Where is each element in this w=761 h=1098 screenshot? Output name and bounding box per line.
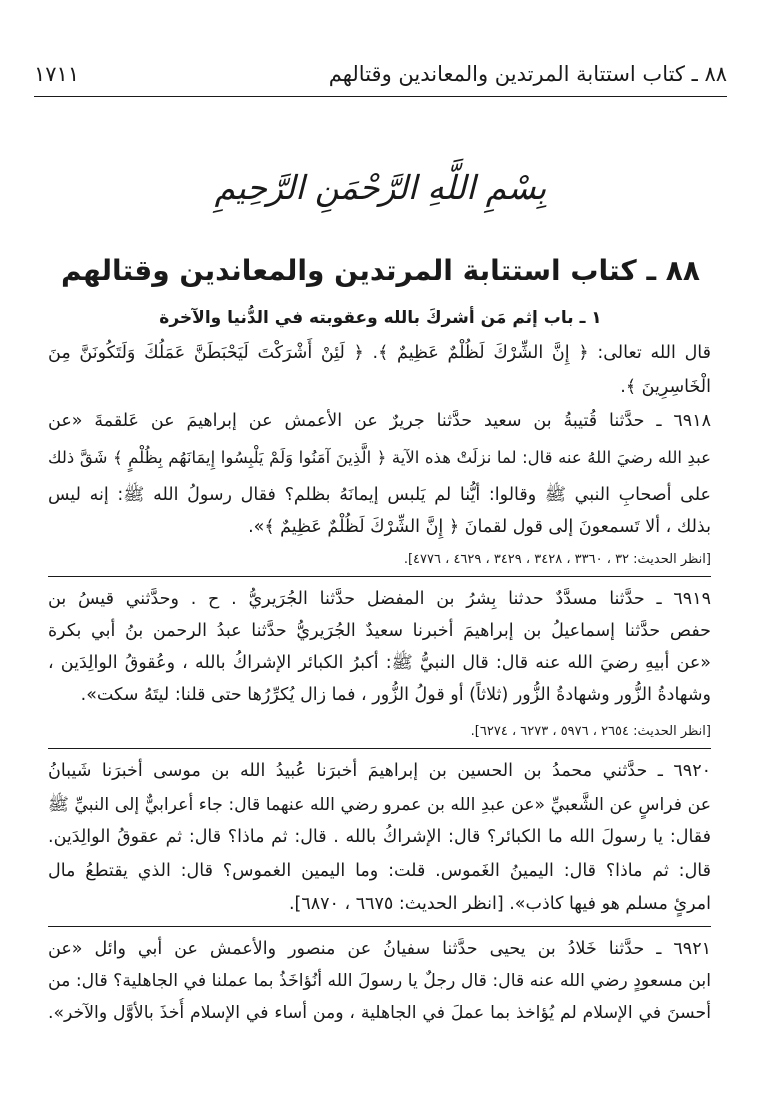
- hadith-6921-line: أحسنَ في الإسلام لم يُؤاخذ بما عملَ في الجاهلية ، ومن أساء في الإسلام أُخذَ بالأوَّل والآخر».: [48, 1003, 711, 1023]
- running-header: [34, 56, 727, 96]
- hadith-6918-line: عبدِ الله رضيَ اللهُ عنه قال: لما نزلَتْ هذه الآية ﴿ الَّذِينَ آمَنُوا وَلَمْ يَلْبِسُوا إِيمَانَهُم بِظُلْمٍ ﴾ شَقَّ ذلك: [48, 448, 711, 467]
- book-title: ٨٨ ـ كتاب استتابة المرتدين والمعاندين وقتالهم: [61, 254, 700, 287]
- chapter-title: ١ ـ باب إثم مَن أشركَ بالله وعقوبته في الدُّنيا والآخرة: [159, 308, 602, 328]
- header-rule: [34, 96, 727, 97]
- hadith-6918-line: بذلك ، ألا تَسمعونَ إلى قول لقمانَ ﴿ إِنَّ الشِّرْكَ لَظُلْمٌ عَظِيمٌ ﴾».: [248, 517, 711, 537]
- basmala: بِسْمِ اللَّهِ الرَّحْمَنِ الرَّحِيمِ: [214, 168, 547, 207]
- running-header-title: ٨٨ ـ كتاب استتابة المرتدين والمعاندين وقتالهم: [328, 62, 727, 86]
- hadith-6921-line: ابن مسعودٍ رضي الله عنه قال: قال رجلٌ يا رسولَ الله أنُؤاخَذُ بما عملنا في الجاهلية؟ قال: من: [48, 971, 711, 991]
- hadith-6921-line: ٦٩٢١ ـ حدَّثنا خَلادُ بن يحيى حدَّثنا سفيانُ عن منصور والأعمش عن أبي وائل «عن: [48, 939, 711, 959]
- hadith-6920-line: فقال: يا رسولَ الله ما الكبائر؟ قال: الإشراكُ بالله . قال: ثم ماذا؟ قال: ثم عقوقُ الوالِدَين.: [48, 827, 711, 847]
- hadith-divider: [48, 748, 711, 749]
- hadith-6918-cross-reference: [انظر الحديث: ٣٢ ، ٣٣٦٠ ، ٣٤٢٨ ، ٣٤٢٩ ، ٤٦٢٩ ، ٤٧٧٦].: [403, 552, 711, 567]
- hadith-6919-line: وشهادةُ الزُّور وشهادةُ الزُّور (ثلاثاً) أو قولُ الزُّور ، فما زال يُكرِّرُها حتى قلنا: ليتَهُ سكت».: [80, 685, 711, 705]
- hadith-6919-line: «عن أبيهِ رضيَ الله عنه قال: قال النبيُّ ﷺ: أكبرُ الكبائر الإشراكُ بالله ، وعُقوقُ الوالِدَين ،: [48, 653, 711, 673]
- hadith-6920-line: عن فراسٍ عن الشَّعبيِّ «عن عبدِ الله بن عمرو رضي الله عنهما قال: جاء أعرابيٌّ إلى النبيِّ ﷺ: [48, 795, 711, 815]
- hadith-6918-line: ٦٩١٨ ـ حدَّثنا قُتيبةُ بن سعيد حدَّثنا جريرٌ عن الأعمش عن إبراهيمَ عن عَلقمةَ «عن: [48, 411, 711, 431]
- intro-line: الْخَاسِرِينَ ﴾.: [620, 377, 711, 397]
- page-number: ١٧١١: [34, 62, 80, 86]
- hadith-6918-line: على أصحابِ النبي ﷺ وقالوا: أيُّنا لم يَلبس إيمانَهُ بظلم؟ فقال رسولُ الله ﷺ: إنه ليس: [48, 485, 711, 505]
- intro-line: قال الله تعالى: ﴿ إِنَّ الشِّرْكَ لَظُلْمٌ عَظِيمٌ ﴾. ﴿ لَئِنْ أَشْرَكْتَ لَيَحْبَطَنَّ عَمَلُكَ وَلَتَكُونَنَّ مِنَ: [48, 343, 711, 363]
- hadith-divider: [48, 576, 711, 577]
- hadith-6920-line: قال: ثم ماذا؟ قال: اليمينُ الغَموس. قلت: وما اليمين الغموس؟ قال: الذي يقتطعُ مال: [48, 861, 711, 881]
- hadith-6919-line: حفص حدَّثنا إسماعيلُ بن إبراهيمَ أخبرنا سعيدٌ الجُرَيريُّ حدَّثنا عبدُ الرحمن بنُ أبي بكرة: [48, 621, 711, 641]
- hadith-6920-line: امرئٍ مسلم هو فيها كاذب». [انظر الحديث: ٦٦٧٥ ، ٦٨٧٠].: [288, 894, 711, 914]
- hadith-6920-line: ٦٩٢٠ ـ حدَّثني محمدُ بن الحسين بن إبراهيمَ أخبرَنا عُبيدُ الله بن موسى أخبرَنا شَيبانُ: [48, 761, 711, 781]
- hadith-6919-line: ٦٩١٩ ـ حدَّثنا مسدَّدٌ حدثنا بِشرُ بن المفضل حدَّثنا الجُرَيريُّ . ح . وحدَّثني قيسُ بن: [48, 589, 711, 609]
- hadith-divider: [48, 926, 711, 927]
- hadith-6919-cross-reference: [انظر الحديث: ٢٦٥٤ ، ٥٩٧٦ ، ٦٢٧٣ ، ٦٢٧٤].: [470, 724, 711, 739]
